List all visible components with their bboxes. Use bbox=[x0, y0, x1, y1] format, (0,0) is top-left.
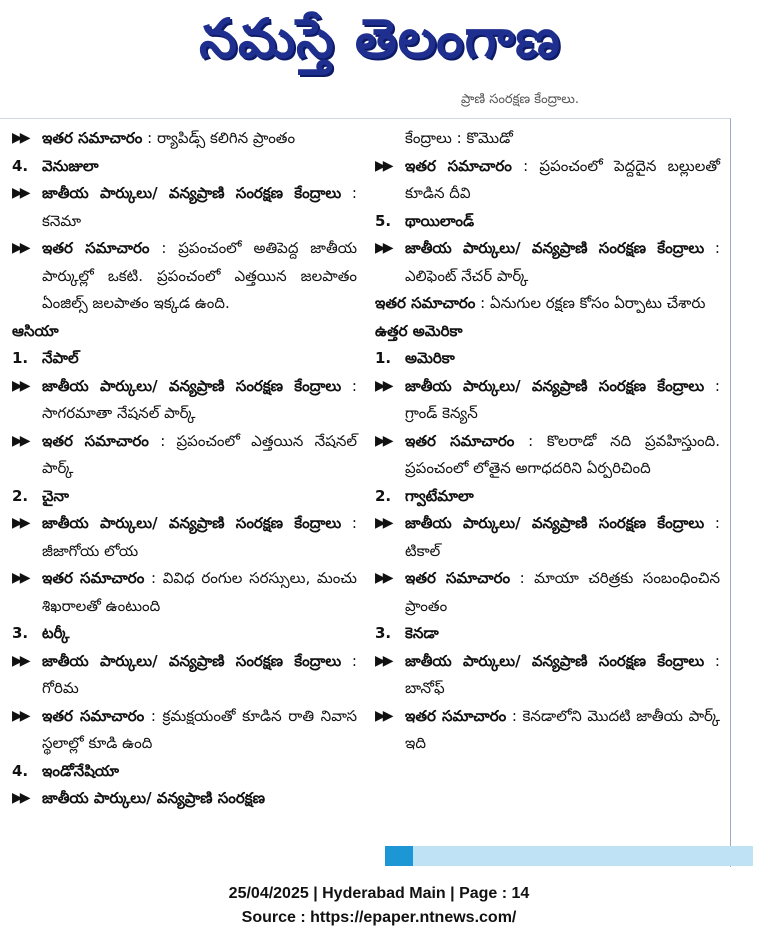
bullet-icon: ▶▶ bbox=[375, 240, 391, 256]
bullet-icon: ▶▶ bbox=[12, 377, 28, 394]
list-item: ▶▶ జాతీయ పార్కులు/ వన్యప్రాణి సంరక్షణ bbox=[12, 785, 357, 813]
bullet-icon: ▶▶ bbox=[375, 515, 391, 531]
list-item: ▶▶ జాతీయ పార్కులు/ వన్యప్రాణి సంరక్షణ కేంద్రాలు : బానోఫ్ bbox=[375, 648, 720, 703]
list-item: ▶▶ జాతీయ పార్కులు/ వన్యప్రాణి సంరక్షణ కేంద్రాలు : జీజాగోయ లోయ bbox=[12, 510, 357, 565]
list-item: ▶▶ ఇతర సమాచారం : ప్రపంచంలో పెద్దదైన బల్లులతో కూడిన దీవి bbox=[375, 153, 720, 208]
bullet-icon: ▶▶ bbox=[12, 570, 28, 586]
bullet-icon: ▶▶ bbox=[375, 432, 391, 449]
list-item: ▶▶ ఇతర సమాచారం : ప్రపంచంలో ఎత్తయిన నేషనల్ పార్క్ bbox=[12, 428, 357, 483]
list-item: ▶▶ ఇతర సమాచారం : ర్యాపిడ్స్ కలిగిన ప్రాంతం bbox=[12, 125, 357, 153]
list-item: ▶▶ ఇతర సమాచారం : క్రమక్షయంతో కూడిన రాతి నివాస స్థలాల్లో కూడి ఉంది bbox=[12, 703, 357, 758]
right-column bbox=[375, 125, 720, 758]
bullet-icon: ▶▶ bbox=[12, 790, 28, 806]
left-column bbox=[12, 125, 357, 813]
bullet-icon: ▶▶ bbox=[375, 652, 391, 669]
list-item: ▶▶ జాతీయ పార్కులు/ వన్యప్రాణి సంరక్షణ కేంద్రాలు : ఎలిఫెంట్ నేచర్ పార్క్ bbox=[375, 235, 720, 290]
info-box-strip bbox=[385, 846, 753, 866]
bullet-icon: ▶▶ bbox=[12, 185, 28, 201]
country-heading: 1. నేపాల్ bbox=[12, 349, 79, 367]
bullet-icon: ▶▶ bbox=[375, 377, 391, 394]
bullet-icon: ▶▶ bbox=[12, 707, 28, 724]
list-item: ▶▶ ఇతర సమాచారం : ప్రపంచంలో అతిపెద్ద జాతీయ పార్కుల్లో ఒకటి. ప్రపంచంలో ఎత్తయిన జలపాతం ఏంజిల్స్ జలపాతం ఇక్కడ ఉంది. bbox=[12, 235, 357, 318]
country-heading: 3. టర్కీ bbox=[12, 624, 70, 642]
newspaper-logo: నమస్తే తెలంగాణ bbox=[199, 6, 561, 70]
country-heading: 2. చైనా bbox=[12, 486, 69, 505]
bullet-icon: ▶▶ bbox=[12, 240, 28, 256]
masthead bbox=[0, 0, 758, 118]
list-item: ▶▶ ఇతర సమాచారం : కెనడాలోని మొదటి జాతీయ పార్క్ ఇది bbox=[375, 703, 720, 758]
country-heading: 5. థాయిలాండ్ bbox=[375, 211, 475, 230]
bullet-icon: ▶▶ bbox=[375, 707, 391, 724]
country-heading: 4. ఇండోనేషియా bbox=[12, 761, 120, 780]
continued-text: కేంద్రాలు : కొమొడో bbox=[405, 129, 513, 147]
source-link[interactable]: Source : https://epaper.ntnews.com/ bbox=[241, 909, 517, 926]
cut-off-text: ప్రాణి సంరక్షణ కేంద్రాలు. bbox=[460, 92, 580, 107]
list-item: ▶▶ జాతీయ పార్కులు/ వన్యప్రాణి సంరక్షణ కేంద్రాలు : గ్రాండ్ కెన్యన్ bbox=[375, 373, 720, 428]
list-item: ▶▶ జాతీయ పార్కులు/ వన్యప్రాణి సంరక్షణ కేంద్రాలు : గోరిమ bbox=[12, 648, 357, 703]
bullet-icon: ▶▶ bbox=[375, 157, 391, 174]
list-item: ▶▶ జాతీయ పార్కులు/ వన్యప్రాణి సంరక్షణ కేంద్రాలు : సాగరమాతా నేషనల్ పార్క్ bbox=[12, 373, 357, 428]
list-item: ఇతర సమాచారం : ఏనుగుల రక్షణ కోసం ఏర్పాటు చేశారు bbox=[375, 294, 706, 312]
list-item: ▶▶ ఇతర సమాచారం : మాయా చరిత్రకు సంబంధించిన ప్రాంతం bbox=[375, 565, 720, 620]
region-heading: ఉత్తర అమెరికా bbox=[375, 321, 463, 340]
bullet-icon: ▶▶ bbox=[375, 570, 391, 586]
page-footer bbox=[0, 882, 758, 930]
country-heading: 2. గ్వాటేమాలా bbox=[375, 486, 474, 505]
list-item: ▶▶ ఇతర సమాచారం : కొలరాడో నది ప్రవహిస్తుంది. ప్రపంచంలో లోతైన అగాధదరిని ఏర్పరిచింది bbox=[375, 428, 720, 483]
country-heading: 1. అమెరికా bbox=[375, 349, 455, 367]
bullet-icon: ▶▶ bbox=[12, 432, 28, 449]
list-item: ▶▶ జాతీయ పార్కులు/ వన్యప్రాణి సంరక్షణ కేంద్రాలు : టికాల్ bbox=[375, 510, 720, 565]
list-item: ▶▶ జాతీయ పార్కులు/ వన్యప్రాణి సంరక్షణ కేంద్రాలు : కనెమా bbox=[12, 180, 357, 235]
country-heading: 4. వెనుజులా bbox=[12, 156, 99, 175]
bullet-icon: ▶▶ bbox=[12, 652, 28, 669]
article-clip bbox=[0, 118, 731, 867]
edition-info: 25/04/2025 | Hyderabad Main | Page : 14 bbox=[228, 885, 530, 902]
list-item: ▶▶ ఇతర సమాచారం : వివిధ రంగుల సరస్సులు, మంచు శిఖరాలతో ఉంటుంది bbox=[12, 565, 357, 620]
bullet-icon: ▶▶ bbox=[12, 130, 28, 146]
bullet-icon: ▶▶ bbox=[12, 515, 28, 531]
country-heading: 3. కెనడా bbox=[375, 624, 439, 642]
region-heading: ఆసియా bbox=[12, 321, 59, 340]
